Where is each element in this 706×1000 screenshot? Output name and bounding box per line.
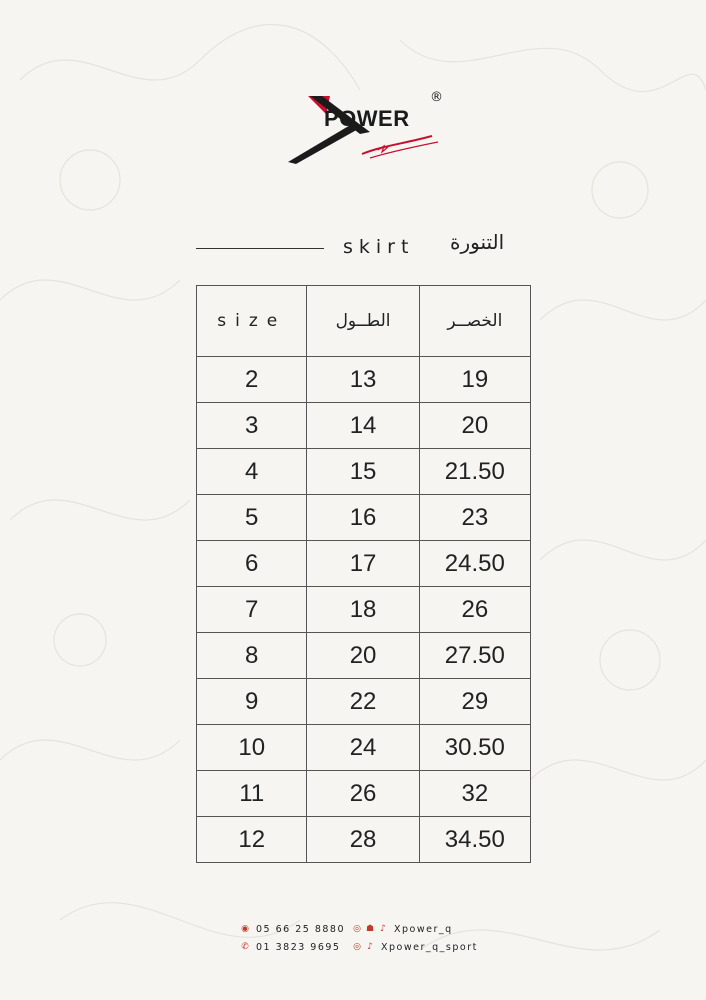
whatsapp-number[interactable]: 05 66 25 8880 — [256, 923, 346, 935]
cell-size: 9 — [197, 679, 307, 725]
title-english: skirt — [343, 236, 415, 258]
registered-mark: ® — [430, 90, 443, 105]
contact-footer — [240, 920, 500, 956]
cell-size: 12 — [197, 817, 307, 863]
table-row — [197, 357, 531, 403]
cell-size: 3 — [197, 403, 307, 449]
cell-size: 6 — [197, 541, 307, 587]
cell-waist: 26 — [419, 587, 530, 633]
table-row — [197, 679, 531, 725]
cell-waist: 20 — [419, 403, 530, 449]
table-row — [197, 817, 531, 863]
header-size: size — [197, 286, 307, 357]
table-row — [197, 771, 531, 817]
social-handle-2[interactable]: Xpower_q_sport — [381, 941, 478, 953]
cell-waist: 23 — [419, 495, 530, 541]
cell-length: 16 — [307, 495, 419, 541]
instagram-icon: ◎ — [353, 942, 361, 952]
cell-size: 7 — [197, 587, 307, 633]
contact-row-2 — [240, 938, 500, 956]
tiktok-icon: ♪ — [367, 942, 373, 952]
header-waist: الخصــر — [419, 286, 530, 357]
table-row — [197, 633, 531, 679]
table-row — [197, 403, 531, 449]
table-header-row — [197, 286, 531, 357]
cell-size: 10 — [197, 725, 307, 771]
cell-length: 24 — [307, 725, 419, 771]
header-length: الطــول — [307, 286, 419, 357]
cell-length: 28 — [307, 817, 419, 863]
cell-length: 26 — [307, 771, 419, 817]
cell-waist: 27.50 — [419, 633, 530, 679]
phone-icon: ✆ — [241, 942, 249, 952]
landline-number[interactable]: 01 3823 9695 — [256, 941, 341, 953]
cell-waist: 19 — [419, 357, 530, 403]
cell-size: 11 — [197, 771, 307, 817]
cell-size: 2 — [197, 357, 307, 403]
cell-length: 20 — [307, 633, 419, 679]
cell-waist: 34.50 — [419, 817, 530, 863]
cell-length: 18 — [307, 587, 419, 633]
table-row — [197, 495, 531, 541]
cell-length: 13 — [307, 357, 419, 403]
table-row — [197, 449, 531, 495]
tiktok-icon: ♪ — [380, 924, 386, 934]
cell-length: 14 — [307, 403, 419, 449]
cell-waist: 32 — [419, 771, 530, 817]
cell-waist: 30.50 — [419, 725, 530, 771]
cell-waist: 29 — [419, 679, 530, 725]
contact-row-1 — [240, 920, 500, 938]
table-row — [197, 725, 531, 771]
size-chart-table — [196, 285, 531, 863]
cell-length: 15 — [307, 449, 419, 495]
cell-length: 17 — [307, 541, 419, 587]
table-row — [197, 587, 531, 633]
brand-name: POWER — [324, 106, 410, 131]
snapchat-icon: ☗ — [365, 924, 375, 934]
title-divider — [196, 248, 324, 249]
whatsapp-icon: ◉ — [241, 924, 249, 934]
cell-waist: 21.50 — [419, 449, 530, 495]
cell-length: 22 — [307, 679, 419, 725]
cell-waist: 24.50 — [419, 541, 530, 587]
cell-size: 4 — [197, 449, 307, 495]
title-arabic: التنورة — [450, 230, 505, 254]
cell-size: 5 — [197, 495, 307, 541]
social-handle-1[interactable]: Xpower_q — [394, 923, 453, 935]
table-row — [197, 541, 531, 587]
instagram-icon: ◎ — [353, 924, 361, 934]
cell-size: 8 — [197, 633, 307, 679]
